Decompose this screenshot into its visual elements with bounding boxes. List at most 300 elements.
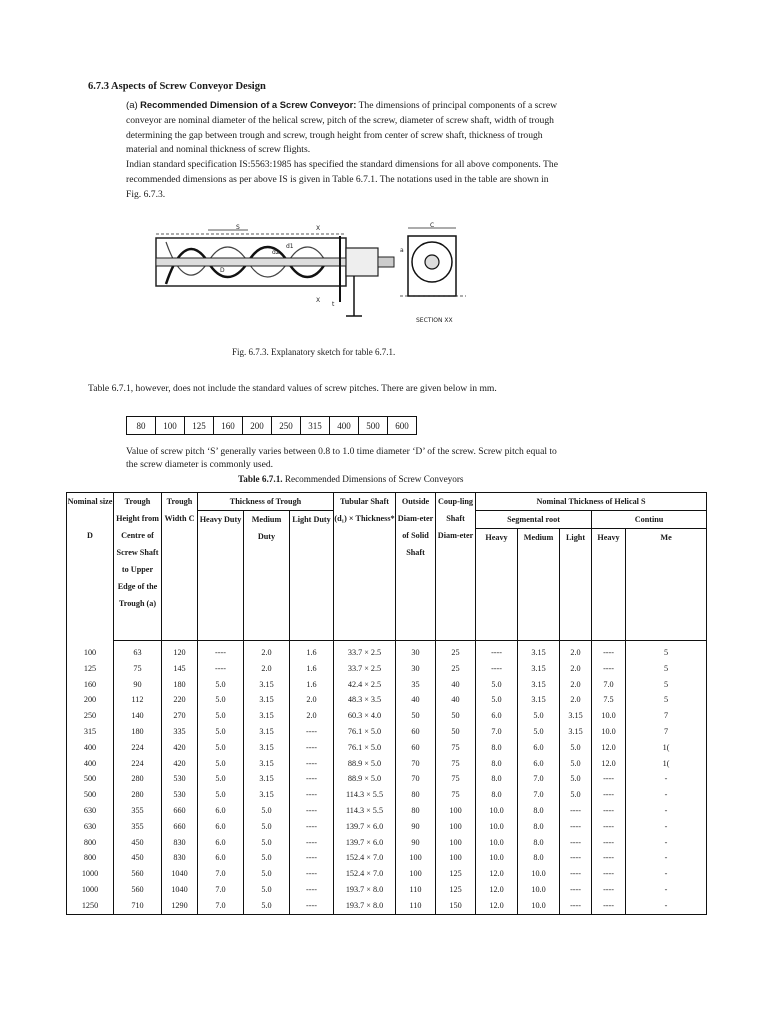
table-cell: 30 [396, 641, 436, 661]
screw-shaft [156, 258, 352, 266]
table-cell: 100 [67, 641, 114, 661]
width-label: C [430, 222, 435, 229]
table-cell: 10.0 [476, 819, 518, 835]
table-row [67, 850, 707, 866]
table-cell: 40 [436, 677, 476, 693]
table-cell: 7.0 [518, 771, 560, 787]
table-cell: 40 [436, 692, 476, 708]
table-cell: 2.0 [560, 641, 592, 661]
header-continuous: Continu [592, 511, 707, 529]
table-cell: 3.15 [244, 724, 290, 740]
table-cell: 88.9 × 5.0 [334, 756, 396, 772]
table-cell: 5.0 [518, 708, 560, 724]
table-cell: - [626, 803, 707, 819]
figure-caption: Fig. 6.7.3. Explanatory sketch for table 6.7.1. [232, 347, 396, 357]
table-cell: 7 [626, 724, 707, 740]
table-cell: 180 [162, 677, 198, 693]
table-cell: 12.0 [476, 866, 518, 882]
table-cell: 530 [162, 771, 198, 787]
table-cell: 335 [162, 724, 198, 740]
table-cell: 630 [67, 819, 114, 835]
table-cell: 25 [436, 641, 476, 661]
table-cell: 125 [436, 882, 476, 898]
paragraph-lead: Recommended Dimension of a Screw Conveyor: [140, 99, 357, 110]
table-cell: 12.0 [476, 898, 518, 914]
table-cell: 3.15 [518, 677, 560, 693]
table-caption-text: Recommended Dimensions of Screw Conveyors [282, 474, 464, 484]
table-cell: ---- [290, 724, 334, 740]
table-cell: 3.15 [244, 771, 290, 787]
table-cell: 7.0 [476, 724, 518, 740]
table-cell: 40 [396, 692, 436, 708]
table-cell: 100 [396, 866, 436, 882]
table-cell: ---- [290, 740, 334, 756]
table-cell: ---- [290, 803, 334, 819]
table-cell: 140 [114, 708, 162, 724]
table-cell: 2.0 [244, 641, 290, 661]
table-cell: 500 [67, 771, 114, 787]
table-cell: 500 [67, 787, 114, 803]
table-cell: 6.0 [198, 835, 244, 851]
table-cell: 5.0 [198, 677, 244, 693]
table-cell: 80 [396, 803, 436, 819]
header-seg-light: Light [560, 529, 592, 641]
table-cell: 100 [436, 819, 476, 835]
table-cell: 3.15 [560, 724, 592, 740]
table-row [67, 641, 707, 661]
header-tubular-shaft: Tubular Shaft (d₁) × Thickness* [334, 493, 396, 641]
header-seg-medium: Medium [518, 529, 560, 641]
table-cell: 5.0 [560, 756, 592, 772]
table-cell: 1040 [162, 866, 198, 882]
item-marker: (a) [126, 100, 138, 111]
table-cell: 139.7 × 6.0 [334, 835, 396, 851]
table-cell: 1( [626, 756, 707, 772]
table-cell: ---- [592, 882, 626, 898]
table-cell: 830 [162, 850, 198, 866]
header-heavy-duty: Heavy Duty [198, 511, 244, 641]
table-cell: - [626, 771, 707, 787]
table-cell: 8.0 [518, 835, 560, 851]
table-cell: 5.0 [244, 866, 290, 882]
table-cell: 100 [396, 850, 436, 866]
table-row [67, 835, 707, 851]
pitch-value: 500 [359, 417, 388, 435]
table-cell: - [626, 866, 707, 882]
table-cell: 3.15 [518, 641, 560, 661]
table-cell: 2.0 [290, 692, 334, 708]
table-cell: 8.0 [476, 740, 518, 756]
table-cell: 63 [114, 641, 162, 661]
bearing-block [346, 248, 378, 276]
table-cell: 88.9 × 5.0 [334, 771, 396, 787]
table-cell: 5.0 [198, 740, 244, 756]
table-cell: 5.0 [244, 803, 290, 819]
table-cell: 100 [436, 803, 476, 819]
section-mark-bottom: X [316, 297, 321, 304]
table-cell: 224 [114, 740, 162, 756]
table-cell: 112 [114, 692, 162, 708]
table-cell: 12.0 [592, 740, 626, 756]
table-cell: 420 [162, 756, 198, 772]
paragraph-text-2: Indian standard specification IS:5563:1985 has specified the standard dimensions for all above components. The recommended dimensions as per above IS is given in Table 6.7.1. The notations used in the table are shown in Fig. 6.7.3. [126, 159, 558, 200]
section-title: 6.7.3 Aspects of Screw Conveyor Design [88, 81, 266, 92]
table-cell: 8.0 [476, 771, 518, 787]
pitch-note: Table 6.7.1, however, does not include the standard values of screw pitches. There are given below in mm. [88, 383, 497, 394]
table-cell: 3.15 [244, 692, 290, 708]
table-cell: ---- [290, 898, 334, 914]
table-cell: 400 [67, 756, 114, 772]
table-cell: 1000 [67, 882, 114, 898]
table-cell: 60.3 × 4.0 [334, 708, 396, 724]
table-cell: 75 [114, 661, 162, 677]
section-view-label: SECTION XX [416, 317, 453, 324]
table-cell: 270 [162, 708, 198, 724]
table-cell: 5.0 [198, 771, 244, 787]
table-cell: ---- [592, 898, 626, 914]
table-cell: 5 [626, 692, 707, 708]
table-cell: ---- [290, 882, 334, 898]
table-cell: 110 [396, 898, 436, 914]
pitch-value: 125 [185, 417, 214, 435]
table-cell: 5.0 [560, 771, 592, 787]
table-cell: 152.4 × 7.0 [334, 850, 396, 866]
table-cell: 12.0 [592, 756, 626, 772]
table-cell: 710 [114, 898, 162, 914]
table-cell: 42.4 × 2.5 [334, 677, 396, 693]
table-cell: 450 [114, 850, 162, 866]
table-cell: - [626, 835, 707, 851]
table-cell: 150 [436, 898, 476, 914]
table-cell: 355 [114, 819, 162, 835]
paragraph-text-1: The dimensions of principal components of a screw conveyor are nominal diameter of the helical screw, pitch of the screw, diameter of screw shaft, width of trough determining the gap between trough and screw, trough height from center of screw shaft, thickness of trough material and nominal thickness of screw flights. [126, 100, 558, 156]
table-row [67, 866, 707, 882]
table-cell: 6.0 [198, 850, 244, 866]
table-cell: 125 [436, 866, 476, 882]
table-row [67, 882, 707, 898]
table-cell: 3.15 [244, 787, 290, 803]
table-cell: 560 [114, 882, 162, 898]
table-cell: 1250 [67, 898, 114, 914]
table-cell: 2.0 [560, 677, 592, 693]
table-cell: 5.0 [198, 787, 244, 803]
table-cell: 6.0 [518, 756, 560, 772]
table-cell: 100 [436, 835, 476, 851]
table-cell: 3.15 [244, 677, 290, 693]
table-cell: 8.0 [518, 803, 560, 819]
table-cell: 5.0 [518, 724, 560, 740]
table-cell: ---- [592, 819, 626, 835]
table-cell: 800 [67, 850, 114, 866]
paragraph-recommended-dimension [126, 98, 558, 203]
table-cell: ---- [560, 819, 592, 835]
table-cell: 5.0 [198, 756, 244, 772]
table-cell: 193.7 × 8.0 [334, 882, 396, 898]
table-cell: ---- [476, 641, 518, 661]
table-cell: 12.0 [476, 882, 518, 898]
table-cell: 114.3 × 5.5 [334, 787, 396, 803]
table-cell: ---- [592, 771, 626, 787]
table-cell: 220 [162, 692, 198, 708]
table-cell: 139.7 × 6.0 [334, 819, 396, 835]
table-cell: ---- [290, 850, 334, 866]
table-cell: 1( [626, 740, 707, 756]
table-cell: ---- [592, 803, 626, 819]
table-cell: 6.0 [518, 740, 560, 756]
table-cell: 224 [114, 756, 162, 772]
table-row [67, 677, 707, 693]
header-light-duty: Light Duty [290, 511, 334, 641]
pitch-value: 400 [330, 417, 359, 435]
table-cell: 50 [436, 724, 476, 740]
table-cell: 400 [67, 740, 114, 756]
table-cell: 7.0 [198, 866, 244, 882]
table-cell: 6.0 [198, 819, 244, 835]
pitch-value: 80 [127, 417, 156, 435]
pitch-value: 100 [156, 417, 185, 435]
table-cell: 10.0 [476, 803, 518, 819]
table-cell: 160 [67, 677, 114, 693]
d1-label: d1 [286, 243, 294, 250]
table-cell: 114.3 × 5.5 [334, 803, 396, 819]
header-nominal: Nominal size D [67, 493, 114, 641]
table-wrapper [66, 492, 672, 944]
table-row [67, 787, 707, 803]
table-cell: 5.0 [244, 882, 290, 898]
table-cell: ---- [290, 866, 334, 882]
header-outside-diameter: Outside Diam-eter of Solid Shaft [396, 493, 436, 641]
pitch-values-table [126, 416, 417, 435]
table-row [67, 724, 707, 740]
table-row [67, 692, 707, 708]
table-cell: 5.0 [244, 850, 290, 866]
table-cell: 33.7 × 2.5 [334, 661, 396, 677]
table-cell: 280 [114, 771, 162, 787]
header-helical-thickness: Nominal Thickness of Helical S [476, 493, 707, 511]
table-cell: 315 [67, 724, 114, 740]
table-cell: 7.0 [592, 677, 626, 693]
pitch-value: 250 [272, 417, 301, 435]
table-cell: 5 [626, 677, 707, 693]
table-row [67, 661, 707, 677]
table-cell: 25 [436, 661, 476, 677]
table-cell: 60 [396, 740, 436, 756]
table-cell: 10.0 [518, 882, 560, 898]
table-row [67, 756, 707, 772]
table-caption [238, 474, 464, 484]
table-cell: 1040 [162, 882, 198, 898]
table-cell: ---- [560, 803, 592, 819]
table-cell: 5.0 [476, 692, 518, 708]
table-cell: 1.6 [290, 677, 334, 693]
table-cell: 5 [626, 661, 707, 677]
header-trough-height: Trough Height from Centre of Screw Shaft to Upper Edge of the Trough (a) [114, 493, 162, 641]
table-cell: 125 [67, 661, 114, 677]
table-cell: ---- [560, 835, 592, 851]
table-cell: 75 [436, 740, 476, 756]
pitch-value: 315 [301, 417, 330, 435]
table-cell: 10.0 [476, 835, 518, 851]
t-label: t [332, 301, 335, 308]
pitch-value: 600 [388, 417, 417, 435]
table-cell: ---- [290, 771, 334, 787]
section-shaft [425, 255, 439, 269]
table-cell: 5.0 [560, 740, 592, 756]
table-cell: 5.0 [244, 835, 290, 851]
table-cell: ---- [560, 850, 592, 866]
table-cell: 5.0 [198, 724, 244, 740]
table-cell: - [626, 850, 707, 866]
pitch-note-2: Value of screw pitch ‘S’ generally varies between 0.8 to 1.0 time diameter ‘D’ of the screw. Screw pitch equal to the screw diameter is commonly used. [126, 446, 557, 470]
table-cell: 660 [162, 819, 198, 835]
table-cell: ---- [592, 835, 626, 851]
table-cell: 30 [396, 661, 436, 677]
table-cell: 200 [67, 692, 114, 708]
table-cell: 5.0 [198, 692, 244, 708]
coupling-shaft [378, 257, 394, 267]
explanatory-sketch-figure [150, 222, 490, 334]
table-cell: 420 [162, 740, 198, 756]
header-segmental-root: Segmental root [476, 511, 592, 529]
header-con-medium: Me [626, 529, 707, 641]
table-cell: ---- [198, 661, 244, 677]
table-cell: 2.0 [560, 692, 592, 708]
table-cell: 70 [396, 756, 436, 772]
table-cell: ---- [290, 787, 334, 803]
table-cell: 355 [114, 803, 162, 819]
table-cell: 90 [114, 677, 162, 693]
table-cell: 10.0 [518, 866, 560, 882]
table-cell: 8.0 [518, 850, 560, 866]
table-cell: 7 [626, 708, 707, 724]
header-medium-duty: Medium Duty [244, 511, 290, 641]
table-row [67, 819, 707, 835]
table-cell: 1290 [162, 898, 198, 914]
table-cell: 7.0 [198, 898, 244, 914]
table-cell: - [626, 787, 707, 803]
table-cell: ---- [290, 835, 334, 851]
table-cell: 110 [396, 882, 436, 898]
table-cell: 3.15 [244, 708, 290, 724]
header-coupling-diameter: Coup-ling Shaft Diam-eter [436, 493, 476, 641]
header-thickness-trough: Thickness of Trough [198, 493, 334, 511]
table-cell: 3.15 [244, 740, 290, 756]
table-cell: 5.0 [560, 787, 592, 803]
table-cell: 33.7 × 2.5 [334, 641, 396, 661]
table-cell: 152.4 × 7.0 [334, 866, 396, 882]
table-caption-label: Table 6.7.1. [238, 474, 283, 484]
table-cell: ---- [592, 661, 626, 677]
table-row [67, 898, 707, 914]
table-cell: 6.0 [198, 803, 244, 819]
table-cell: 530 [162, 787, 198, 803]
table-cell: 560 [114, 866, 162, 882]
table-cell: 1000 [67, 866, 114, 882]
section-mark-top: X [316, 225, 321, 232]
table-cell: 7.0 [518, 787, 560, 803]
table-cell: 60 [396, 724, 436, 740]
height-label: a [400, 247, 404, 254]
table-cell: 120 [162, 641, 198, 661]
table-cell: 50 [396, 708, 436, 724]
table-cell: ---- [290, 756, 334, 772]
table-row [67, 740, 707, 756]
table-cell: 5 [626, 641, 707, 661]
table-body [67, 641, 707, 915]
table-cell: 10.0 [592, 724, 626, 740]
table-row [67, 803, 707, 819]
table-cell: - [626, 819, 707, 835]
table-cell: 6.0 [476, 708, 518, 724]
recommended-dimensions-table [66, 492, 707, 915]
table-cell: 3.15 [560, 708, 592, 724]
table-cell: 5.0 [198, 708, 244, 724]
header-con-heavy: Heavy [592, 529, 626, 641]
table-cell: ---- [560, 866, 592, 882]
pitch-value: 200 [243, 417, 272, 435]
table-cell: 35 [396, 677, 436, 693]
table-cell: - [626, 882, 707, 898]
table-cell: 7.5 [592, 692, 626, 708]
table-cell: 8.0 [476, 787, 518, 803]
table-cell: - [626, 898, 707, 914]
table-cell: 3.15 [518, 661, 560, 677]
table-cell: 75 [436, 771, 476, 787]
table-cell: 7.0 [198, 882, 244, 898]
table-cell: 2.0 [560, 661, 592, 677]
table-cell: 145 [162, 661, 198, 677]
table-cell: 76.1 × 5.0 [334, 724, 396, 740]
table-cell: ---- [592, 850, 626, 866]
table-cell: ---- [592, 866, 626, 882]
table-cell: ---- [198, 641, 244, 661]
header-seg-heavy: Heavy [476, 529, 518, 641]
table-cell: 830 [162, 835, 198, 851]
table-cell: 660 [162, 803, 198, 819]
table-cell: 5.0 [244, 819, 290, 835]
table-cell: 3.15 [244, 756, 290, 772]
pitch-row [127, 417, 417, 435]
table-cell: 8.0 [518, 819, 560, 835]
table-cell: 630 [67, 803, 114, 819]
table-cell: ---- [592, 641, 626, 661]
table-cell: 100 [436, 850, 476, 866]
table-cell: 180 [114, 724, 162, 740]
table-cell: 80 [396, 787, 436, 803]
table-cell: 10.0 [592, 708, 626, 724]
table-cell: 5.0 [244, 898, 290, 914]
table-cell: ---- [290, 819, 334, 835]
table-cell: 2.0 [290, 708, 334, 724]
pitch-value: 160 [214, 417, 243, 435]
table-cell: 1.6 [290, 641, 334, 661]
d-label: D [220, 267, 225, 274]
table-cell: 450 [114, 835, 162, 851]
table-cell: ---- [476, 661, 518, 677]
table-cell: 90 [396, 819, 436, 835]
table-cell: 76.1 × 5.0 [334, 740, 396, 756]
table-cell: 50 [436, 708, 476, 724]
table-cell: 800 [67, 835, 114, 851]
d2-label: d2 [272, 249, 280, 256]
table-cell: ---- [560, 898, 592, 914]
table-cell: 75 [436, 756, 476, 772]
pitch-label: S [236, 224, 240, 231]
table-cell: ---- [560, 882, 592, 898]
table-cell: 90 [396, 835, 436, 851]
table-cell: 75 [436, 787, 476, 803]
table-cell: 250 [67, 708, 114, 724]
